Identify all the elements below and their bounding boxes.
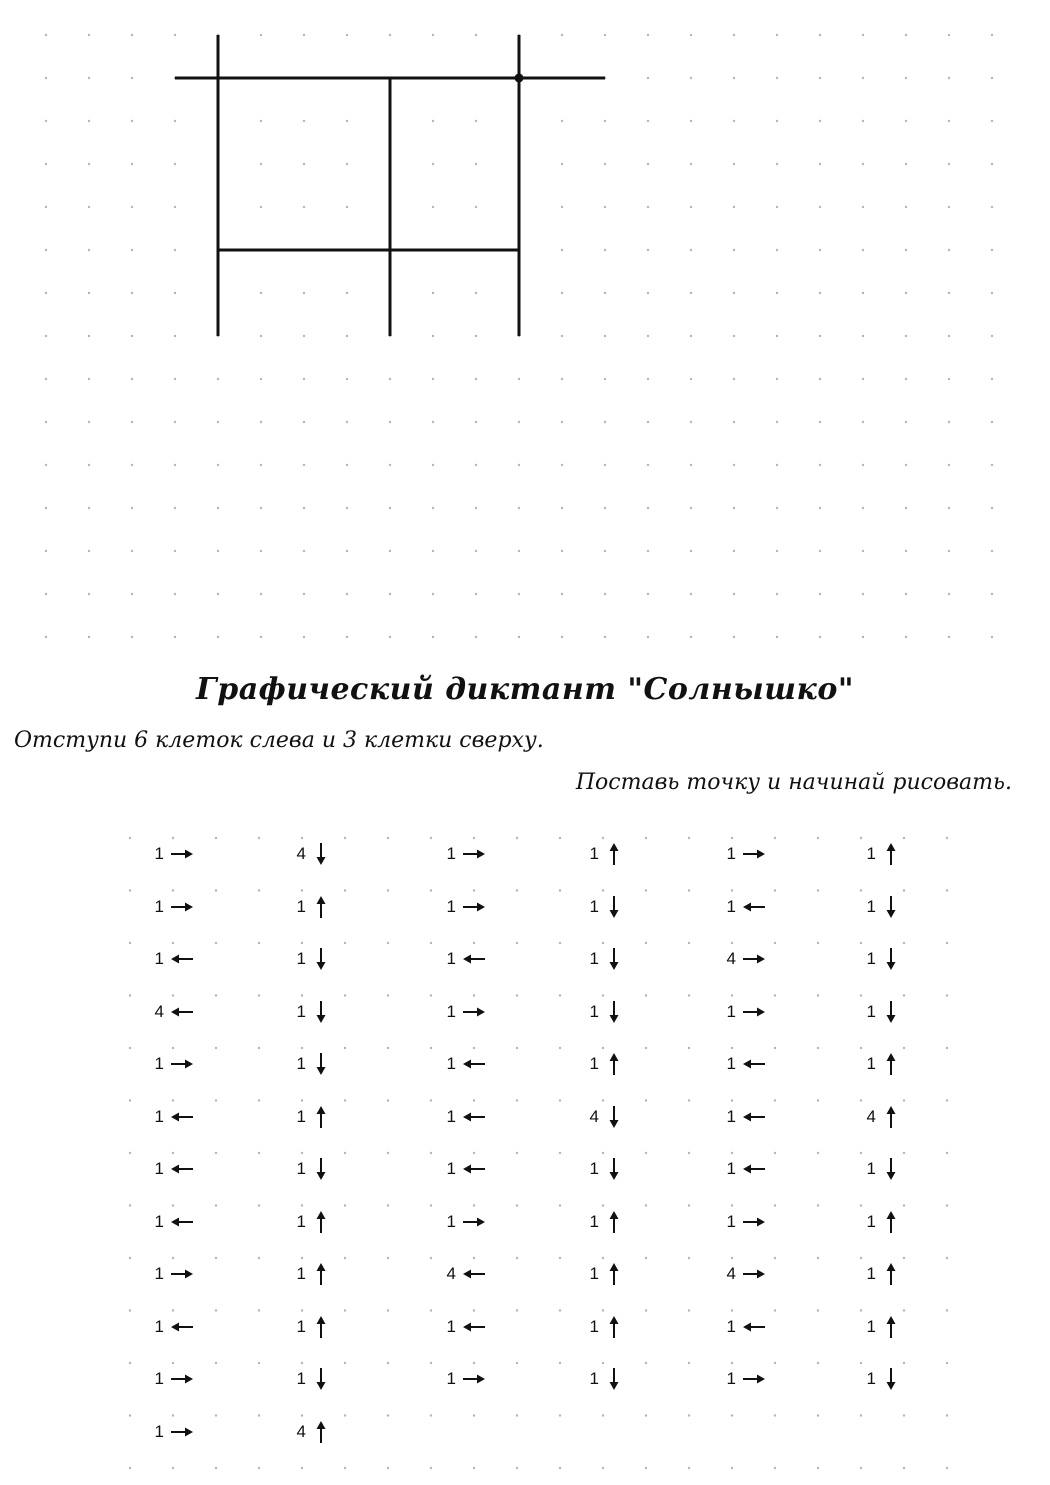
- dictation-step: [722, 997, 766, 1027]
- step-count: 1: [296, 1264, 306, 1283]
- right-arrow-icon: [170, 1265, 194, 1283]
- dictation-step: [585, 1049, 623, 1079]
- dictation-step: [292, 1259, 330, 1289]
- left-arrow-icon: [742, 1318, 766, 1336]
- right-arrow-icon: [742, 950, 766, 968]
- dictation-step: [722, 1102, 766, 1132]
- step-count: 1: [296, 896, 306, 916]
- step-count: 1: [154, 1369, 164, 1388]
- step-count: 1: [866, 1001, 876, 1021]
- step-count: 1: [589, 1369, 599, 1388]
- right-arrow-icon: [462, 1003, 486, 1021]
- dictation-step: [585, 1207, 623, 1237]
- step-count: 1: [446, 844, 456, 863]
- down-arrow-icon: [882, 1000, 900, 1024]
- up-arrow-icon: [882, 1210, 900, 1234]
- step-count: 1: [446, 1316, 456, 1336]
- dictation-step: [442, 892, 486, 922]
- dictation-step: [585, 1364, 623, 1394]
- dictation-step: [292, 1102, 330, 1132]
- dictation-step: [292, 1312, 330, 1342]
- up-arrow-icon: [882, 842, 900, 866]
- left-arrow-icon: [462, 950, 486, 968]
- step-count: 1: [726, 844, 736, 863]
- dictation-step: [722, 839, 766, 869]
- step-count: 1: [446, 1211, 456, 1231]
- step-count: 1: [866, 1054, 876, 1073]
- step-count: 1: [589, 844, 599, 863]
- up-arrow-icon: [882, 1105, 900, 1129]
- step-count: 1: [296, 1106, 306, 1126]
- step-count: 1: [154, 1316, 164, 1336]
- dictation-step: [292, 1364, 330, 1394]
- down-arrow-icon: [882, 895, 900, 919]
- worksheet-title: Графический диктант "Солнышко": [196, 672, 854, 707]
- dictation-step: [442, 839, 486, 869]
- step-count: 4: [726, 949, 736, 968]
- dictation-step: [442, 944, 486, 974]
- dictation-step: [722, 944, 766, 974]
- dictation-step: [862, 997, 900, 1027]
- step-count: 4: [446, 1264, 456, 1283]
- right-arrow-icon: [742, 1265, 766, 1283]
- up-arrow-icon: [605, 1052, 623, 1076]
- dictation-step: [292, 944, 330, 974]
- dictation-step: [150, 1312, 194, 1342]
- dictation-step: [585, 892, 623, 922]
- down-arrow-icon: [312, 1052, 330, 1076]
- dictation-step: [150, 944, 194, 974]
- dictation-step: [585, 997, 623, 1027]
- step-count: 1: [866, 1211, 876, 1231]
- dictation-step: [585, 1102, 623, 1132]
- dictation-step: [722, 1207, 766, 1237]
- step-count: 1: [726, 1001, 736, 1021]
- step-count: 1: [154, 1159, 164, 1178]
- step-count: 1: [296, 1316, 306, 1336]
- right-arrow-icon: [170, 1370, 194, 1388]
- up-arrow-icon: [312, 1262, 330, 1286]
- step-count: 1: [296, 1054, 306, 1073]
- step-count: 1: [446, 1159, 456, 1178]
- up-arrow-icon: [605, 1210, 623, 1234]
- left-arrow-icon: [170, 1160, 194, 1178]
- dictation-step: [722, 1364, 766, 1394]
- dictation-step: [150, 1154, 194, 1184]
- step-count: 1: [866, 1316, 876, 1336]
- step-count: 1: [446, 1001, 456, 1021]
- dictation-step: [862, 839, 900, 869]
- right-arrow-icon: [462, 1370, 486, 1388]
- dictation-step: [442, 1207, 486, 1237]
- down-arrow-icon: [882, 1157, 900, 1181]
- dictation-step: [722, 1312, 766, 1342]
- step-count: 1: [296, 1159, 306, 1178]
- right-arrow-icon: [170, 845, 194, 863]
- step-count: 1: [446, 1369, 456, 1388]
- left-arrow-icon: [462, 1055, 486, 1073]
- left-arrow-icon: [170, 1318, 194, 1336]
- step-count: 1: [296, 1001, 306, 1021]
- step-count: 4: [154, 1001, 164, 1021]
- left-arrow-icon: [742, 1108, 766, 1126]
- left-arrow-icon: [170, 1108, 194, 1126]
- up-arrow-icon: [882, 1315, 900, 1339]
- right-arrow-icon: [742, 1370, 766, 1388]
- dictation-step: [442, 1154, 486, 1184]
- left-arrow-icon: [170, 1003, 194, 1021]
- dictation-step: [442, 997, 486, 1027]
- step-count: 1: [296, 949, 306, 968]
- down-arrow-icon: [312, 1000, 330, 1024]
- down-arrow-icon: [312, 1157, 330, 1181]
- dictation-step: [292, 1154, 330, 1184]
- right-arrow-icon: [742, 845, 766, 863]
- step-count: 1: [589, 949, 599, 968]
- up-arrow-icon: [605, 1315, 623, 1339]
- dictation-step: [585, 1154, 623, 1184]
- left-arrow-icon: [462, 1160, 486, 1178]
- left-arrow-icon: [170, 1213, 194, 1231]
- right-arrow-icon: [462, 845, 486, 863]
- sun-figure-drawing: [175, 35, 605, 336]
- down-arrow-icon: [605, 1367, 623, 1391]
- left-arrow-icon: [462, 1318, 486, 1336]
- step-count: 1: [726, 896, 736, 916]
- step-count: 1: [726, 1159, 736, 1178]
- left-arrow-icon: [742, 1055, 766, 1073]
- dictation-step: [862, 1259, 900, 1289]
- up-arrow-icon: [312, 1105, 330, 1129]
- right-arrow-icon: [742, 1213, 766, 1231]
- step-count: 1: [866, 1159, 876, 1178]
- dictation-step: [292, 839, 330, 869]
- dictation-step: [150, 1259, 194, 1289]
- step-count: 1: [154, 1211, 164, 1231]
- dictation-step: [150, 1207, 194, 1237]
- up-arrow-icon: [312, 895, 330, 919]
- instruction-put-dot: Поставь точку и начинай рисовать.: [575, 770, 1012, 795]
- dictation-step: [292, 997, 330, 1027]
- dictation-step: [585, 1259, 623, 1289]
- step-count: 1: [866, 1264, 876, 1283]
- dictation-step: [862, 1102, 900, 1132]
- step-count: 1: [154, 896, 164, 916]
- step-count: 1: [866, 844, 876, 863]
- step-count: 1: [154, 949, 164, 968]
- dictation-step: [150, 1102, 194, 1132]
- dictation-step: [442, 1312, 486, 1342]
- step-count: 1: [154, 1106, 164, 1126]
- step-count: 4: [296, 844, 306, 863]
- right-arrow-icon: [170, 1423, 194, 1441]
- down-arrow-icon: [312, 842, 330, 866]
- dictation-step: [442, 1102, 486, 1132]
- dictation-step: [862, 944, 900, 974]
- up-arrow-icon: [312, 1420, 330, 1444]
- step-count: 4: [296, 1421, 306, 1441]
- right-arrow-icon: [742, 1003, 766, 1021]
- down-arrow-icon: [882, 1367, 900, 1391]
- step-count: 1: [154, 844, 164, 863]
- down-arrow-icon: [605, 1157, 623, 1181]
- instruction-start-position: Отступи 6 клеток слева и 3 клетки сверху.: [14, 728, 544, 753]
- dictation-step: [442, 1259, 486, 1289]
- down-arrow-icon: [605, 1105, 623, 1129]
- step-count: 1: [154, 1054, 164, 1073]
- dictation-step: [292, 1207, 330, 1237]
- dictation-step: [150, 839, 194, 869]
- dictation-step: [862, 1154, 900, 1184]
- dictation-step: [292, 892, 330, 922]
- dictation-step: [585, 839, 623, 869]
- step-count: 1: [589, 896, 599, 916]
- step-count: 1: [866, 896, 876, 916]
- step-count: 4: [726, 1264, 736, 1283]
- right-arrow-icon: [170, 1055, 194, 1073]
- step-count: 1: [589, 1211, 599, 1231]
- step-count: 1: [154, 1421, 164, 1441]
- step-count: 1: [446, 896, 456, 916]
- step-count: 1: [589, 1316, 599, 1336]
- left-arrow-icon: [742, 898, 766, 916]
- right-arrow-icon: [462, 898, 486, 916]
- step-count: 1: [589, 1159, 599, 1178]
- dictation-step: [150, 1364, 194, 1394]
- up-arrow-icon: [605, 1262, 623, 1286]
- dictation-step: [862, 892, 900, 922]
- down-arrow-icon: [882, 947, 900, 971]
- step-count: 1: [446, 949, 456, 968]
- up-arrow-icon: [882, 1052, 900, 1076]
- step-count: 1: [296, 1211, 306, 1231]
- step-count: 1: [154, 1264, 164, 1283]
- down-arrow-icon: [605, 1000, 623, 1024]
- dictation-step: [292, 1049, 330, 1079]
- dictation-step: [150, 997, 194, 1027]
- step-count: 1: [726, 1054, 736, 1073]
- left-arrow-icon: [462, 1108, 486, 1126]
- dictation-step: [722, 1154, 766, 1184]
- dictation-step: [862, 1049, 900, 1079]
- left-arrow-icon: [742, 1160, 766, 1178]
- step-count: 4: [866, 1106, 876, 1126]
- down-arrow-icon: [312, 947, 330, 971]
- left-arrow-icon: [170, 950, 194, 968]
- down-arrow-icon: [312, 1367, 330, 1391]
- dictation-step: [150, 892, 194, 922]
- dictation-step: [862, 1364, 900, 1394]
- dictation-step: [722, 892, 766, 922]
- up-arrow-icon: [312, 1210, 330, 1234]
- step-count: 1: [726, 1211, 736, 1231]
- dictation-step: [292, 1417, 330, 1447]
- down-arrow-icon: [605, 947, 623, 971]
- right-arrow-icon: [462, 1213, 486, 1231]
- up-arrow-icon: [312, 1315, 330, 1339]
- up-arrow-icon: [882, 1262, 900, 1286]
- left-arrow-icon: [462, 1265, 486, 1283]
- step-count: 1: [726, 1316, 736, 1336]
- step-count: 4: [589, 1106, 599, 1126]
- step-count: 1: [866, 949, 876, 968]
- dictation-step: [150, 1049, 194, 1079]
- dictation-step: [442, 1364, 486, 1394]
- dictation-step: [585, 1312, 623, 1342]
- dictation-step: [722, 1259, 766, 1289]
- step-count: 1: [589, 1264, 599, 1283]
- step-count: 1: [866, 1369, 876, 1388]
- dictation-step: [862, 1312, 900, 1342]
- step-count: 1: [446, 1106, 456, 1126]
- step-count: 1: [589, 1001, 599, 1021]
- start-point-dot: [515, 74, 524, 83]
- dictation-step: [442, 1049, 486, 1079]
- down-arrow-icon: [605, 895, 623, 919]
- right-arrow-icon: [170, 898, 194, 916]
- dictation-step: [585, 944, 623, 974]
- step-count: 1: [296, 1369, 306, 1388]
- dictation-step: [862, 1207, 900, 1237]
- step-count: 1: [446, 1054, 456, 1073]
- dictation-step: [722, 1049, 766, 1079]
- step-count: 1: [726, 1369, 736, 1388]
- step-count: 1: [589, 1054, 599, 1073]
- step-count: 1: [726, 1106, 736, 1126]
- up-arrow-icon: [605, 842, 623, 866]
- dictation-step: [150, 1417, 194, 1447]
